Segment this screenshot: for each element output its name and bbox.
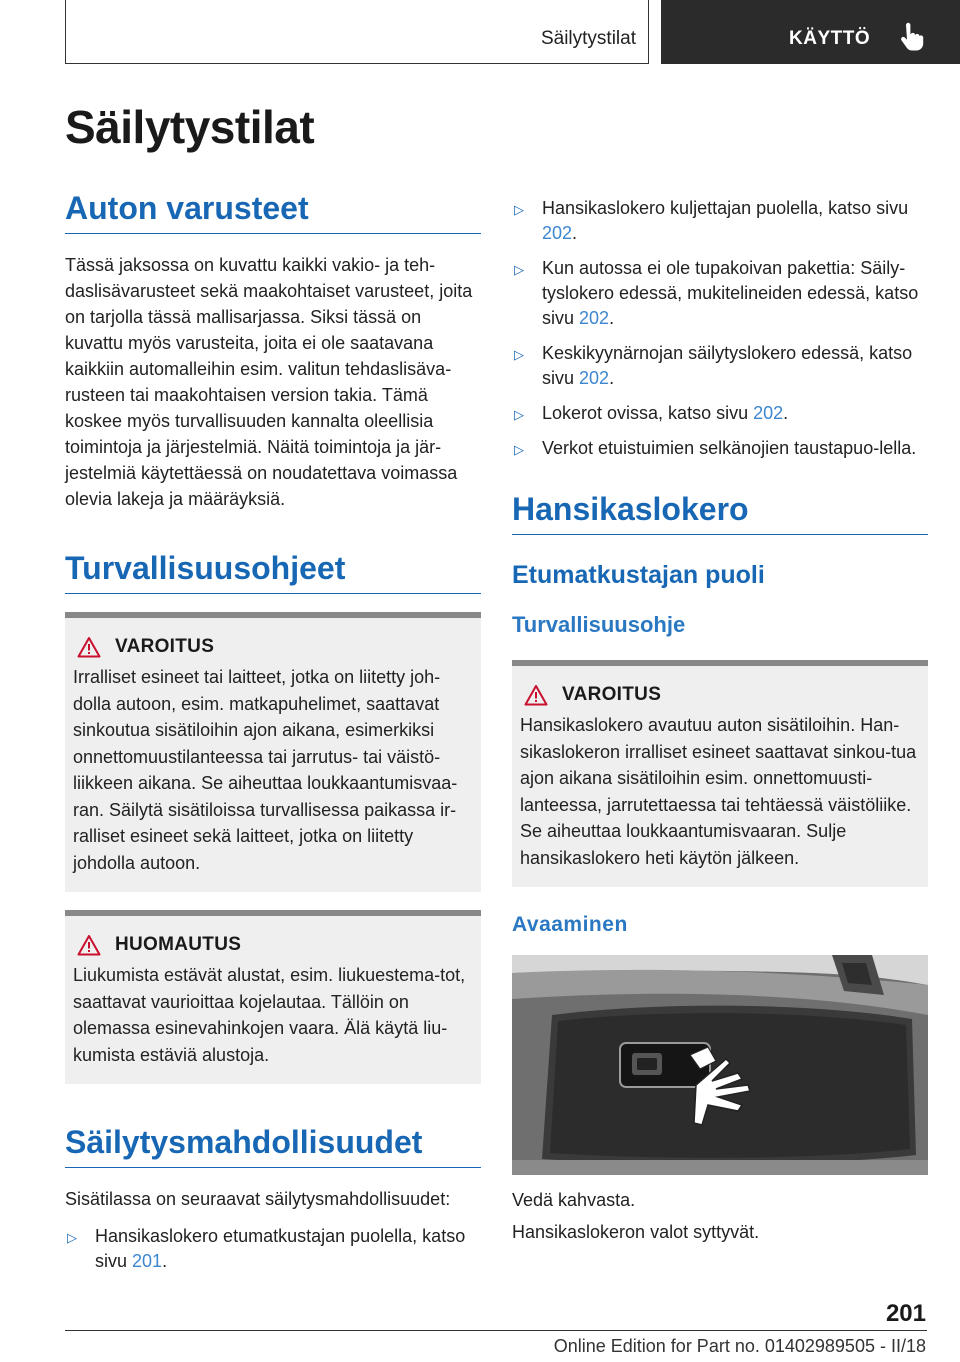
storage-list-left [65,1224,481,1274]
header-chapter-label: KÄYTTÖ [789,28,871,49]
triangle-bullet-icon: ▷ [67,1230,77,1245]
warning-body: Irralliset esineet tai laitteet, jotka on liitetty joh-dolla autoon, esim. matkapuhelimet, saattavat sinkoutua sisätiloihin ajon aikana, esimerkiksi onnettomuustilanteessa tai jarrutus- tai väistö-liikkeen aikana. Se aiheuttaa loukkaantumisvaa-ran. Säilytä sisätiloissa turvallisessa paikassa ir-ralliset esineet sekä laitteet, jotka on liitetty johdolla autoon. [73,667,458,873]
list-item: ▷ Keskikyynärnojan säilytyslokero edessä, katso sivu 202. [514,343,913,388]
warning-triangle-icon [77,636,101,658]
header-rule-left [65,0,66,64]
heading-storage: Säilytysmahdollisuudet [65,1124,481,1168]
warning-body: Liukumista estävät alustat, esim. liukuestema-tot, saattavat vaurioittaa kojelautaa. Tällöin on olemassa esinevahinkojen vaara. Älä käytä liu-kumista estäviä alustoja. [73,965,466,1065]
list-item: ▷ Hansikaslokero etumatkustajan puolella, katso sivu 201. [67,1226,466,1271]
triangle-bullet-icon: ▷ [514,262,524,277]
heading-glovebox: Hansikaslokero [512,491,928,535]
triangle-bullet-icon: ▷ [514,347,524,362]
triangle-bullet-icon: ▷ [514,442,524,457]
heading-passenger-side: Etumatkustajan puoli [512,561,765,589]
warning-title: VAROITUS [562,684,662,705]
header-section-title: Säilytystilat [540,28,636,49]
warning-triangle-icon [524,684,548,706]
page-link[interactable]: 201 [132,1251,163,1271]
warning-box-3 [512,660,928,887]
warning-triangle-icon [77,934,101,956]
pointing-hand-icon [895,22,925,52]
list-item: ▷ Kun autossa ei ole tupakoivan pakettia: Säily-tyslokero edessä, mukitelineiden edessä, katso sivu 202. [514,258,919,328]
heading-opening: Avaaminen [512,913,628,936]
list-item: ▷ Hansikaslokero kuljettajan puolella, katso sivu 202. [514,198,909,243]
storage-list-right [512,196,928,461]
heading-safety: Turvallisuusohjeet [65,550,481,594]
triangle-bullet-icon: ▷ [514,202,524,217]
paragraph-lights: Hansikaslokeron valot syttyvät. [512,1222,760,1242]
glovebox-handle-photo [512,955,928,1175]
footer-rule [65,1330,927,1331]
triangle-bullet-icon: ▷ [514,407,524,422]
page-number: 201 [885,1300,926,1327]
list-item: ▷ Verkot etuistuimien selkänojien taustapuo-lella. [512,436,928,461]
warning-box-1 [65,612,481,892]
header-rule-bottom [65,63,649,64]
paragraph-pull-handle: Vedä kahvasta. [512,1190,636,1210]
heading-safety-note: Turvallisuusohje [512,612,686,637]
header-chapter-tab[interactable] [661,0,960,64]
page-link[interactable]: 202 [542,223,573,243]
heading-equipment: Auton varusteet [65,190,481,234]
warning-box-2 [65,910,481,1084]
warning-body: Hansikaslokero avautuu auton sisätiloihin. Han-sikaslokeron irralliset esineet saattavat sinkou-tua ajon aikana sisätiloihin esim. onnettomuusti-lanteessa, jarrutettaessa tai tehtäessä väistöliike. Se aiheuttaa loukkaantumisvaaran. Sulje hansikaslokero heti käytön jälkeen. [520,715,917,868]
page-link[interactable]: 202 [579,308,610,328]
edition-note: Online Edition for Part no. 01402989505 - II/18 [553,1336,926,1356]
paragraph-storage: Sisätilassa on seuraavat säilytysmahdollisuudet: [65,1189,451,1209]
page-link[interactable]: 202 [579,368,610,388]
warning-title: HUOMAUTUS [115,934,242,955]
right-column [512,190,928,1245]
paragraph-equipment: Tässä jaksossa on kuvattu kaikki vakio- ja teh-daslisävarusteet sekä maakohtaiset varusteet, joita on tarjolla tässä mallisarjassa. Siksi tässä on kuvattu myös varusteita, joita ei ole saatavana kaikkiin automalleihin esim. valitun tehdaslisäva-rusteen tai maakohtaisen version takia. Tämä koskee myös turvallisuuden kannalta oleellisia toimintoja ja järjestelmiä. Näitä toimintoja ja jär-jestelmiä käytettäessä on noudatettava voimassa olevia lakeja ja määräyksiä. [65,255,473,509]
header-rule-divider [648,0,649,64]
page-link[interactable]: 202 [753,403,784,423]
page-title: Säilytystilat [65,101,315,153]
warning-title: VAROITUS [115,636,215,657]
left-column [65,190,481,1284]
list-item: ▷ Lokerot ovissa, katso sivu 202. [512,401,928,426]
